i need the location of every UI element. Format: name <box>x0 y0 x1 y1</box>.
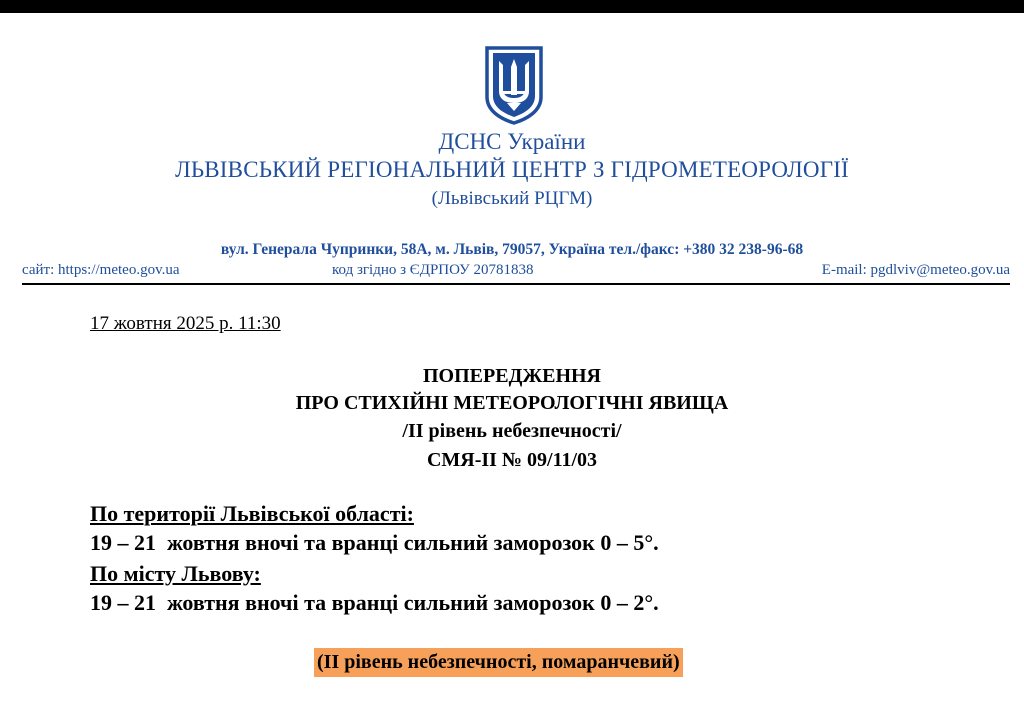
contacts-line <box>22 262 1010 282</box>
agency-name: ДСНС України <box>438 129 586 154</box>
danger-level-heading: /ІІ рівень небезпечності/ <box>402 420 622 442</box>
city-label: По місту Львову: <box>90 561 261 586</box>
center-abbreviation: (Львівський РЦГМ) <box>431 188 593 209</box>
warning-number: СМЯ-ІІ № 09/11/03 <box>426 449 598 471</box>
edrpou-code: код згідно з ЄДРПОУ 20781838 <box>332 262 534 278</box>
warning-title: ПОПЕРЕДЖЕННЯ <box>423 365 601 387</box>
address-line: вул. Генерала Чупринки, 58А, м. Львів, 79057, Україна тел./факс: +380 32 238-96-68 <box>220 241 804 258</box>
center-name: ЛЬВІВСЬКИЙ РЕГІОНАЛЬНИЙ ЦЕНТР З ГІДРОМЕТЕОРОЛОГІЇ <box>175 157 849 182</box>
header-divider <box>22 283 1010 285</box>
danger-level-badge: (ІІ рівень небезпечності, помаранчевий) <box>314 648 683 677</box>
region-forecast: 19 – 21 жовтня вночі та вранці сильний заморозок 0 – 5°. <box>90 530 659 555</box>
city-forecast: 19 – 21 жовтня вночі та вранці сильний заморозок 0 – 2°. <box>90 590 659 615</box>
top-black-bar <box>0 0 1024 13</box>
document-date: 17 жовтня 2025 р. 11:30 <box>90 313 281 334</box>
region-label: По території Львівської області: <box>90 501 414 526</box>
warning-subtitle: ПРО СТИХІЙНІ МЕТЕОРОЛОГІЧНІ ЯВИЩА <box>295 392 729 414</box>
site-link[interactable]: сайт: https://meteo.gov.ua <box>22 262 180 278</box>
trident-coat-of-arms-icon <box>483 45 545 125</box>
email-link[interactable]: E-mail: pgdlviv@meteo.gov.ua <box>821 262 1010 278</box>
